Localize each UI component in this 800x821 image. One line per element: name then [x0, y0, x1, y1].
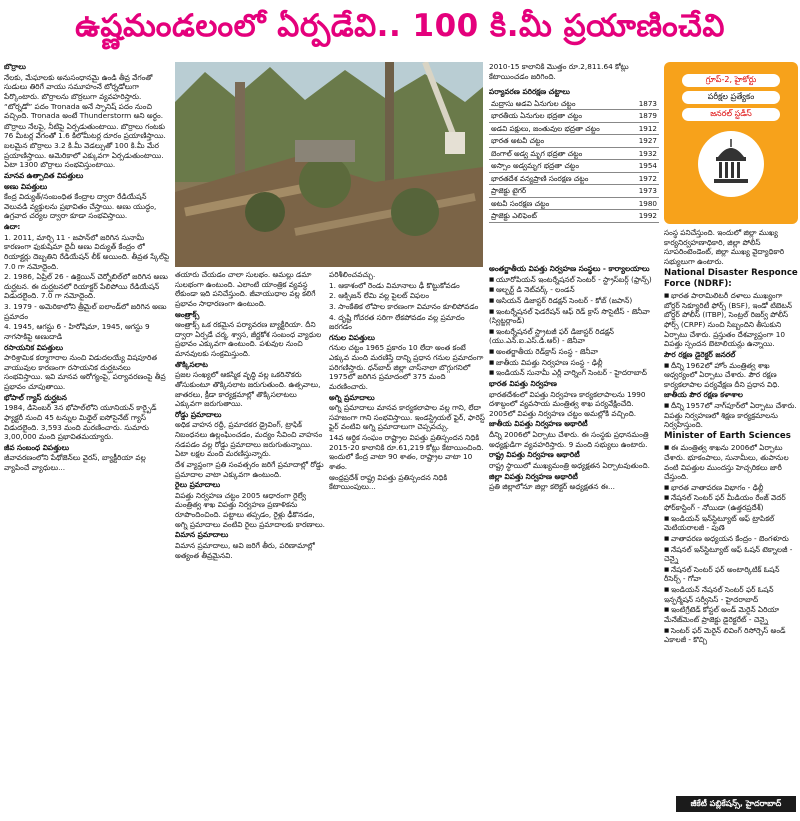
paragraph: ■ భారత పారామిలిటరీ దళాలు ముఖ్యంగా బోర్డర్ సెక్యూరిటీ ఫోర్స్ (BSF), ఇండో టిబెటన్ బోర్డర్ పోలీస్ (ITBP), సెంట్రల్ రిజర్వ్ పోలీస్ ఫోర్స్ (CRPF) నుంచి సిబ్బందిని తీసుకుని ఏర్పాటు చేశారు. ప్రస్తుతం దేశవ్యాప్తంగా 10 విపత్తు స్పందన బెటాలియన్లు ఉన్నాయి.: [664, 291, 798, 349]
paragraph: ప్రజల సంఖ్యలో ఆకస్మిక వృద్ధి వల్ల ఒకరినొకరు తోసుకుంటూ తొక్కిసలాట జరుగుతుంది. ఉత్సవాలు, జాతరలు, క్రీడా కార్యక్రమాల్లో తొక్కిసలాటలు ఎక్కువగా జరుగుతాయి.: [175, 370, 321, 409]
paragraph: ■ ఇంటర్నేషనల్ స్ట్రాటజీ ఫర్ డిజాస్టర్ రిడక్షన్ (యు.ఎన్.ఐ.ఎస్.డి.ఆర్) - జెనీవా: [489, 327, 659, 346]
section-badge: [664, 62, 798, 224]
publisher-credit: జీకేటీ పబ్లికేషన్స్, హైదరాబాద్: [676, 796, 796, 812]
section-heading: జిల్లా విపత్తు నిర్వహణ అథారిటీ: [489, 471, 578, 481]
table-row: [489, 98, 659, 110]
paragraph: ■ ఆల్బర్ట్ డి నెట్‌వర్క్ - లండన్: [489, 285, 659, 295]
act-year: 1980: [631, 197, 659, 210]
paragraph: 2. ఆక్సిజన్ లేమి వల్ల పైలట్ విఫలం: [329, 291, 430, 301]
paragraph: ■ భారత వాతావరణ విభాగం - ఢిల్లీ: [664, 483, 798, 493]
table-row: [489, 135, 659, 148]
act-year: 1973: [631, 185, 659, 198]
section-heading: తొక్కిసలాట: [175, 359, 208, 369]
column-3: [329, 270, 485, 818]
paragraph: విమాన ప్రమాదాలు, అవి జరిగే తీరు, పరిణామాల్లో అత్యంత తీవ్రమైనవి.: [175, 540, 315, 560]
paragraph: 2. 1986, ఏప్రిల్ 26 - ఉక్రెయిన్ చెర్నోబిల్‌లో జరిగిన అణు దుర్ఘటన. ఈ దుర్ఘటనలో రియాక్టర్ పేలిపోయి రేడియేషన్ విడుదలైంది. 7.0 గా నమోదైంది.: [4, 272, 168, 301]
act-year: 1972: [631, 172, 659, 185]
paragraph: ■ అంతర్జాతీయ రెడ్‌క్రాస్ సంస్థ - జెనీవా: [489, 347, 659, 357]
paragraph: ఆంత్రాక్స్ ఒక రకమైన పర్యావరణ బ్యాక్టీరియా. దీని ద్వారా ఏర్పడే చర్మ, శ్వాస, జీర్ణకోశ సంబంధ వ్యాధుల ప్రభావం ఎక్కువగా ఉంటుంది. పశువుల నుంచి మానవులకు సంక్రమిస్తుంది.: [175, 320, 322, 358]
act-year: 1954: [631, 160, 659, 173]
column-1: [4, 62, 170, 818]
act-name: భారతీయ ఏనుగుల భద్రతా చట్టం: [489, 110, 631, 123]
table-row: [489, 197, 659, 210]
section-heading: ఆంత్రాక్స్: [175, 309, 200, 319]
paragraph: ■ ఇండియన్ సునామీ ఎర్లీ వార్నింగ్ సెంటర్ - హైదరాబాద్: [489, 368, 659, 378]
table-row: [489, 172, 659, 185]
section-heading: జాతీయ పౌర రక్షణ కళాశాల: [664, 390, 743, 400]
paragraph: ■ ఆసియన్ డిజాస్టర్ రిడక్షన్ సెంటర్ - కోబ్ (జపాన్): [489, 296, 659, 306]
paragraph: పరిశీలించవచ్చు.: [329, 270, 376, 279]
paragraph: ■ ఇంటర్నేషనల్ ఫెడరేషన్ ఆఫ్ రెడ్ క్రాస్ సొసైటీస్ - జెనీవా (స్విట్జర్లాండ్): [489, 307, 659, 326]
paragraph: ■ సెంటర్ ఫర్ మెరైన్ లివింగ్ రిసోర్సెస్ అండ్ ఎకాలజీ - కొచ్చి: [664, 626, 798, 645]
parliament-icon: [696, 129, 766, 199]
section-heading: అణు విపత్తులు: [4, 181, 48, 191]
table-row: [489, 110, 659, 123]
paragraph: విపత్తు నిర్వహణ చట్టం 2005 ఆధారంగా రైల్వే మంత్రిత్వ శాఖ విపత్తు నిర్వహణ ప్రణాళికను రూపొందించింది. పట్టాలు తప్పడం, రైళ్లు ఢీకొనడం, అగ్ని ప్రమాదాలు వంటివి రైలు ప్రమాదాలకు కారణాలు.: [175, 490, 325, 529]
paragraph: ఆంధ్రప్రదేశ్ రాష్ట్ర విపత్తు ప్రతిస్పందన నిధికి కేటాయింపులు...: [329, 472, 448, 492]
paragraph: 3. సాంకేతిక లోపాల కారణంగా విమానం కూలిపోవడం: [329, 301, 479, 311]
section-heading: రైలు ప్రమాదాలు: [175, 480, 221, 490]
section-heading: అంతర్జాతీయ విపత్తు నిర్వహణ సంస్థలు - కార్యాలయాలు: [489, 264, 650, 273]
paragraph: సంస్థ పనిచేస్తుంది. ఇందులో జిల్లా ముఖ్య కార్యనిర్వహణాధికారి, జిల్లా పోలీస్ సూపరింటెండెంట్, జిల్లా ముఖ్య వైద్యాధికారి సభ్యులుగా ఉంటారు.: [664, 228, 785, 266]
paragraph: ■ యూరోపియన్ ఇంటర్నేషనల్ సెంటర్ - స్ట్రాస్‌బర్గ్ (ఫ్రాన్స్): [489, 275, 659, 285]
act-name: అడవి పక్షులు, జంతువుల భద్రతా చట్టం: [489, 122, 631, 135]
paragraph: దీన్ని 2006లో ఏర్పాటు చేశారు. ఈ సంస్థకు ప్రధానమంత్రి అధ్యక్షుడిగా వ్యవహరిస్తారు. 9 మంది సభ్యులు ఉంటారు.: [489, 430, 649, 449]
section-heading: మానవ ఉత్పాదిత విపత్తులు: [4, 170, 84, 180]
paragraph: ■ దీన్ని 1962లో హోం మంత్రిత్వ శాఖ ఆధ్వర్యంలో ఏర్పాటు చేశారు. పౌర రక్షణ కార్యకలాపాల పర్యవేక్షణ దీని ప్రధాన విధి.: [664, 361, 798, 390]
paragraph: ■ దీన్ని 1957లో నాగ్‌పూర్‌లో ఏర్పాటు చేశారు. విపత్తు నిర్వహణలో శిక్షణ కార్యక్రమాలను నిర్వహిస్తుంది.: [664, 401, 798, 430]
act-year: 1873: [631, 98, 659, 110]
paragraph: ■ జాతీయ విపత్తు నిర్వహణ సంస్థ - ఢిల్లీ: [489, 358, 659, 368]
section-heading: పౌర రక్షణ డైరెక్టర్ జనరల్: [664, 349, 736, 359]
paragraph: జీవావరణంలోని పేథోజెన్‌లు వైరస్, బ్యాక్టీరియా వల్ల వ్యాపించే వ్యాధులు...: [4, 453, 146, 472]
table-row: [489, 147, 659, 160]
paragraph: 4. దృష్టి గోచరత సరిగా లేకపోవడం వల్ల ప్రమాదం జరగడం: [329, 312, 465, 332]
section-heading: భోపాల్ గ్యాస్ దుర్ఘటన: [4, 392, 67, 402]
paragraph: దేశ వ్యాప్తంగా ప్రతి సంవత్సరం జరిగే ప్రమాదాల్లో రోడ్డు ప్రమాదాల వాటా ఎక్కువగా ఉంటుంది.: [175, 459, 324, 479]
section-heading: రాష్ట్ర విపత్తు నిర్వహణ అథారిటీ: [489, 450, 580, 460]
paragraph: పారిశ్రామిక కర్మాగారాల నుంచి విడుదలయ్యే విషపూరిత వాయువుల కారణంగా రసాయనిక దుర్ఘటనలు సంభవిస్తాయి. ఇవి మానవ ఆరోగ్యంపై, పర్యావరణంపై తీవ్ర ప్రభావం చూపుతాయి.: [4, 353, 166, 391]
table-intro: 2010-15 కాలానికి మొత్తం రూ.2,811.64 కోట్లు కేటాయించడం జరిగింది.: [489, 62, 629, 81]
badge-subject-label: జనరల్ స్టడీస్: [682, 108, 780, 121]
paragraph: అధిక వాహన రద్దీ, ప్రమాదకర డ్రైవింగ్, ట్రాఫిక్ నిబంధనలు ఉల్లంఘించడం, మద్యం సేవించి వాహనం నడపడం వల్ల రోడ్డు ప్రమాదాలు జరుగుతున్నాయి. ఏటా లక్షల మంది మరణిస్తున్నారు.: [175, 420, 323, 459]
paragraph: ■ ఇండియన్ ఇన్‌స్టిట్యూట్ ఆఫ్ ట్రాపికల్ మెటియరాలజీ - పుణె: [664, 514, 798, 533]
paragraph: ప్రతి జిల్లాలోనూ జిల్లా కలెక్టర్ అధ్యక్షతన ఈ...: [489, 482, 615, 492]
act-year: 1879: [631, 110, 659, 123]
tornado-damage-photo: [175, 62, 483, 267]
paragraph: ■ నేషనల్ ఇన్‌స్టిట్యూట్ ఆఫ్ ఓషన్ టెక్నాలజీ - చెన్నై: [664, 545, 798, 564]
act-name: భారత అటవీ చట్టం: [489, 135, 631, 148]
section-heading: రసాయనిక విపత్తులు: [4, 342, 63, 352]
paragraph: తయారు చేయడం చాలా సులభం. అమల్లు డమా సులభంగా ఉంటుంది. ఎలాంటి యాంత్రిక వ్యవస్థ లేకుండా ఇది పనిచేస్తుంది. జీవాయుధాల వల్ల కలిగే ప్రభావం సాధారణంగా ఉంటుంది.: [175, 270, 316, 308]
paragraph: 1. 2011, మార్చి 11 - జపాన్‌లో జరిగిన సునామీ కారణంగా ఫుకుషిమా దైచీ అణు విద్యుత్ కేంద్రం లో రియాక్టర్లు దెబ్బతిని రేడియేషన్ లీక్ అయింది. తీవ్రత స్కేల్‌పై 7.0 గా నమోదైంది.: [4, 232, 170, 271]
paragraph: 1984, డిసెంబర్ 3న భోపాల్‌లోని యూనియన్ కార్బైడ్ ఫ్యాక్టరీ నుంచి 45 టన్నుల మిథైల్ ఐసోసైనేట్ గ్యాస్ విడుదలైంది. 3,593 మంది మరణించారు. సుమారు 3,00,000 మంది ప్రభావితమయ్యారు.: [4, 403, 157, 442]
table-panel: [489, 62, 659, 262]
act-name: అటవీ సంరక్షణ చట్టం: [489, 197, 631, 210]
section-heading: ఉదా:: [4, 222, 21, 231]
section-heading: విమాన ప్రమాదాలు: [175, 530, 229, 540]
paragraph: ■ నేషనల్ సెంటర్ ఫర్ అంటార్కిటిక్ ఓషన్ రీసెర్చ్ - గోవా: [664, 565, 798, 584]
paragraph: ■ నేషనల్ సెంటర్ ఫర్ మీడియం రేంజ్ వెదర్ ఫోర్‌కాస్టింగ్ - నోయిడా (ఉత్తరప్రదేశ్): [664, 493, 798, 512]
act-name: మద్రాసు అడవి ఏనుగుల చట్టం: [489, 98, 631, 110]
table-row: [489, 210, 659, 223]
paragraph: 1. ఆకాశంలో రెండు విమానాలు ఢీ కొట్టుకోవడం: [329, 280, 460, 290]
paragraph: గనుల చట్టం 1965 ప్రకారం 10 లేదా అంత కంటే ఎక్కువ మంది మరణిస్తే దాన్ని ప్రధాన గనుల ప్రమాదంగా పరిగణిస్తారు. ధన్‌బాద్ జిల్లా చాస్‌నాలా బొగ్గుగనిలో 1975లో జరిగిన ప్రమాదంలో 375 మంది మరణించారు.: [329, 343, 484, 391]
act-name: ప్రాజెక్టు ఎలిఫెంట్: [489, 210, 631, 223]
paragraph: 3. 1979 - అమెరికాలోని త్రీమైల్ ఐలాండ్‌లో జరిగిన అణు ప్రమాదం: [4, 302, 167, 321]
section-heading: గనుల విపత్తులు: [329, 332, 375, 342]
paragraph: 4. 1945, ఆగస్టు 6 - హిరోషిమా, 1945, ఆగస్టు 9 నాగసాకిపై అణుదాడి: [4, 322, 150, 341]
act-year: 1992: [631, 210, 659, 223]
act-year: 1932: [631, 147, 659, 160]
english-heading: Minister of Earth Sciences: [664, 430, 791, 441]
acts-table: [489, 98, 659, 223]
section-heading: రోడ్డు ప్రమాదాలు: [175, 409, 222, 419]
table-row: [489, 160, 659, 173]
paragraph: భారతదేశంలో విపత్తు నిర్వహణ కార్యకలాపాలను 1990 దశాబ్దంలో వ్యవసాయ మంత్రిత్వ శాఖ పర్యవేక్షించేది. 2005లో విపత్తు నిర్వహణ చట్టం అమల్లోకి వచ్చింది.: [489, 389, 646, 418]
act-name: భారతదేశ వన్యప్రాణి సంరక్షణ చట్టం: [489, 172, 631, 185]
column-2: [175, 270, 325, 818]
section-heading: జాతీయ విపత్తు నిర్వహణ అథారిటీ: [489, 419, 588, 429]
headline: ఉష్ణమండలంలో ఏర్పడేవి.. 100 కి.మీ ప్రయాణించేవి: [75, 7, 725, 44]
paragraph: ■ ఇంటిగ్రేటెడ్ కోస్టల్ అండ్ మెరైన్ ఏరియా మేనేజ్‌మెంట్ ప్రాజెక్టు డైరెక్టరేట్ - చెన్నై: [664, 605, 798, 624]
paragraph: రాష్ట్ర స్థాయిలో ముఖ్యమంత్రి అధ్యక్షతన ఏర్పాటవుతుంది.: [489, 460, 650, 470]
section-heading: బొర్రాలు: [4, 62, 26, 71]
act-year: 1927: [631, 135, 659, 148]
table-row: [489, 185, 659, 198]
table-title: పర్యావరణ పరిరక్షణ చట్టాలు: [489, 87, 570, 97]
paragraph: అగ్ని ప్రమాదాలు మానవ కార్యకలాపాల వల్ల గాని, లేదా సహజంగా గాని సంభవిస్తాయి. ఇండస్ట్రియల్ ఫైర్, ఫారెస్ట్ ఫైర్ వంటివి అగ్ని ప్రమాదాలుగా చెప్పవచ్చు.: [329, 403, 485, 432]
act-name: ప్రాజెక్టు టైగర్: [489, 185, 631, 198]
paragraph: బొర్రాలు నేలపై, నీటిపై ఏర్పడుతుంటాయి. బొర్రాలు గంటకు 76 మీటర్ల వేగంతో 1.6 కిలోమీటర్ల దూరం ప్రయాణిస్తాయి. బలమైన బొర్రాలు 3.2 కి.మీ వెడల్పుతో 100 కి.మీ మేర ప్రయాణిస్తాయి. అమెరికాలో ఎక్కువగా ఏర్పడుతుంటాయి. ఏటా 1300 బొర్రాలు సంభవిస్తుంటాయి.: [4, 121, 166, 170]
paragraph: ■ ఇండియన్ నేషనల్ సెంటర్ ఫర్ ఓషన్ ఇన్ఫర్మేషన్ సర్వీసెస్ - హైదరాబాద్: [664, 585, 798, 604]
paragraph: ■ ఈ మంత్రిత్వ శాఖను 2006లో ఏర్పాటు చేశారు. భూకంపాలు, సునామీలు, తుపానుల వంటి విపత్తుల ముందస్తు హెచ్చరికలు జారీ చేస్తుంది.: [664, 443, 798, 482]
english-heading: National Disaster Responce Force (NDRF):: [664, 267, 798, 289]
act-year: 1912: [631, 122, 659, 135]
badge-exam-label: గ్రూప్-2, హైకోర్టు: [682, 74, 780, 87]
section-heading: అగ్ని ప్రమాదాలు: [329, 392, 375, 402]
paragraph: 14వ ఆర్థిక సంఘం రాష్ట్రాల విపత్తు ప్రతిస్పందన నిధికి 2015-20 కాలానికి రూ.61,219 కోట్లు కేటాయించింది. ఇందులో కేంద్ర వాటా 90 శాతం, రాష్ట్రాల వాటా 10 శాతం.: [329, 433, 484, 471]
act-name: అస్సాం అడ్వమృగ భద్రతా చట్టం: [489, 160, 631, 173]
column-4: [489, 264, 659, 818]
act-name: బెంగాల్ అడ్వ మృగ భద్రతా చట్టం: [489, 147, 631, 160]
badge-special-label: పరీక్షల ప్రత్యేకం: [682, 91, 780, 104]
section-heading: భారత విపత్తు నిర్వహణ: [489, 378, 557, 388]
table-row: [489, 122, 659, 135]
column-5: [664, 228, 798, 794]
paragraph: నేలకు, మేఘాలకు అనుసంధానమై ఉండి తీవ్ర వేగంతో సుడులు తిరిగే వాయు సమూహంనే టోర్నడోలుగా పేర్కొంటారు. బొర్రాలను బొర్రలుగా వ్యవహరిస్తారు. “టోర్నడో” పదం Tronada అనే స్పానిష్ పదం నుంచి వచ్చింది. Tronada అంటే Thunderstorm అని అర్థం.: [4, 72, 164, 121]
paragraph: కేంద్ర విద్యుత్/సంబంధిత కేంద్రాల ద్వారా రేడియేషన్ వెలువడి వ్యక్తులను ప్రభావితం చేస్తాయి. అణు యుద్ధం, ఉగ్రవాద చర్యల ద్వారా కూడా సంభవిస్తాయి.: [4, 192, 157, 221]
paragraph: ■ వాతావరణ అధ్యయన కేంద్రం - బెంగళూరు: [664, 534, 798, 544]
section-heading: జీవ సంబంధ విపత్తులు: [4, 442, 70, 452]
